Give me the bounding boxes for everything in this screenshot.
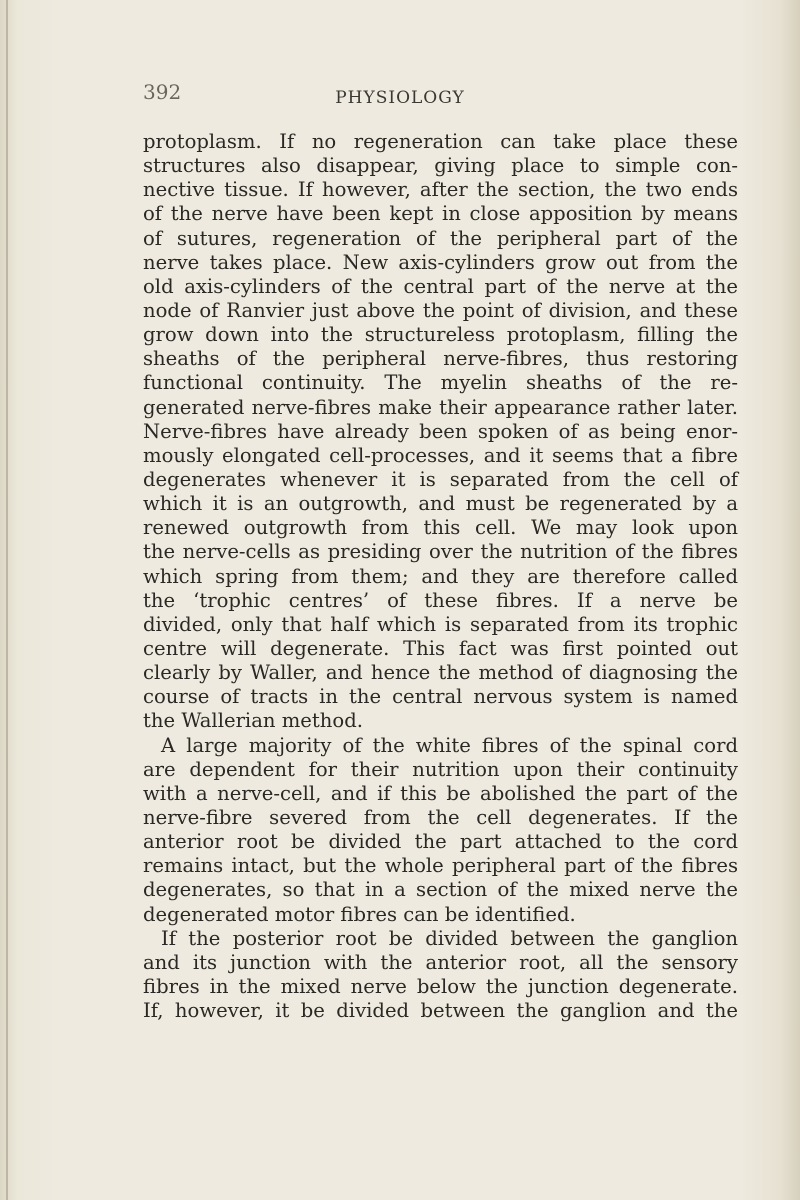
text-line: mously elongated cell-processes, and it seems that a fibre <box>143 443 738 467</box>
text-line: which it is an outgrowth, and must be regenerated by a <box>143 492 738 516</box>
text-line: degenerates, so that in a section of the mixed nerve the <box>143 878 738 902</box>
text-line: sheaths of the peripheral nerve-fibres, thus restoring <box>143 347 738 371</box>
text-line: grow down into the structureless protoplasm, filling the <box>143 323 738 347</box>
text-line: are dependent for their nutrition upon their continuity <box>143 757 738 781</box>
body-text <box>143 130 738 1023</box>
text-line: degenerates whenever it is separated from the cell of <box>143 467 738 491</box>
text-line: and its junction with the anterior root, all the sensory <box>143 950 738 974</box>
text-line: centre will degenerate. This fact was first pointed out <box>143 636 738 660</box>
text-line: nerve takes place. New axis-cylinders grow out from the <box>143 250 738 274</box>
text-line: the Wallerian method. <box>143 709 363 733</box>
running-head: PHYSIOLOGY <box>335 88 465 108</box>
text-line: structures also disappear, giving place to simple con- <box>143 154 738 178</box>
text-line: functional continuity. The myelin sheaths of the re- <box>143 371 738 395</box>
text-line: node of Ranvier just above the point of division, and these <box>143 298 738 322</box>
text-line: the ‘trophic centres’ of these fibres. If a nerve be <box>143 588 738 612</box>
text-line: A large majority of the white fibres of the spinal cord <box>161 733 738 757</box>
text-line: of sutures, regeneration of the peripheral part of the <box>143 226 738 250</box>
text-line: If the posterior root be divided between the ganglion <box>161 926 738 950</box>
text-line: clearly by Waller, and hence the method of diagnosing the <box>143 661 738 685</box>
text-line: degenerated motor fibres can be identified. <box>143 902 576 926</box>
text-line: of the nerve have been kept in close apposition by means <box>143 202 738 226</box>
text-line: nerve-fibre severed from the cell degenerates. If the <box>143 805 738 829</box>
text-line: protoplasm. If no regeneration can take place these <box>143 130 738 153</box>
text-line: course of tracts in the central nervous system is named <box>143 685 738 709</box>
page-edge-shadow <box>6 0 8 1200</box>
text-line: fibres in the mixed nerve below the junction degenerate. <box>143 974 738 998</box>
text-line: divided, only that half which is separated from its trophic <box>143 612 738 636</box>
text-line: anterior root be divided the part attached to the cord <box>143 830 738 854</box>
text-line: which spring from them; and they are therefore called <box>143 564 738 588</box>
text-line: nective tissue. If however, after the section, the two ends <box>143 178 738 202</box>
text-line: old axis-cylinders of the central part of the nerve at the <box>143 274 738 298</box>
text-line: If, however, it be divided between the ganglion and the <box>143 999 738 1023</box>
text-line: the nerve-cells as presiding over the nutrition of the fibres <box>143 540 738 564</box>
text-line: generated nerve-fibres make their appearance rather later. <box>143 395 738 419</box>
page-number: 392 <box>143 80 182 104</box>
text-line: Nerve-fibres have already been spoken of as being enor- <box>143 419 738 443</box>
text-line: with a nerve-cell, and if this be abolished the part of the <box>143 781 738 805</box>
text-line: remains intact, but the whole peripheral part of the fibres <box>143 854 738 878</box>
text-line: renewed outgrowth from this cell. We may look upon <box>143 516 738 540</box>
